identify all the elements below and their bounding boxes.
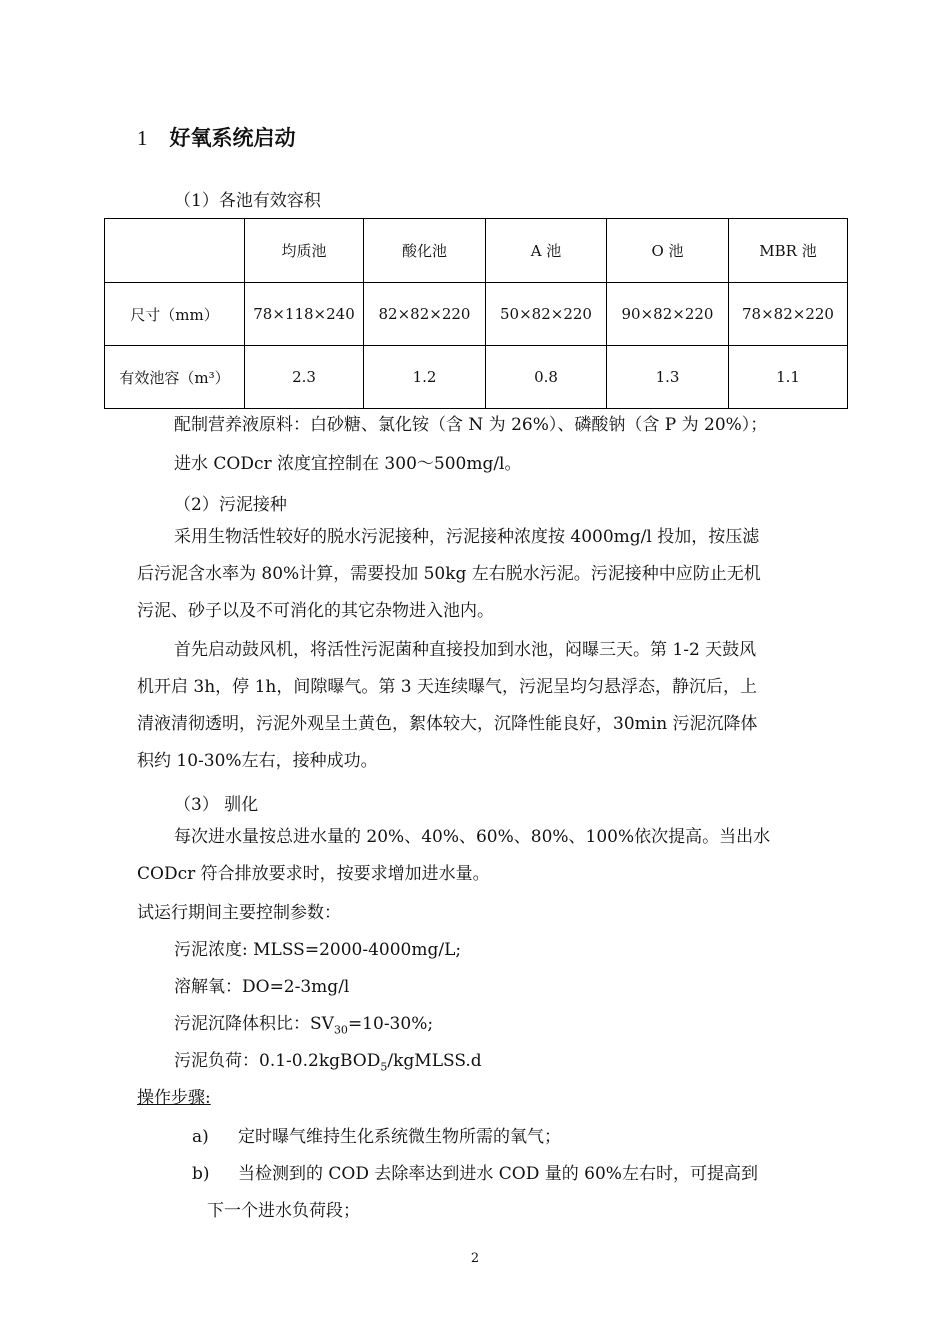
table-cell	[105, 219, 245, 283]
subheading-seeding: （2）污泥接种	[174, 495, 287, 515]
param-load-label: 污泥负荷：0.1-0.2kgBOD	[174, 1051, 381, 1071]
table-row	[105, 283, 848, 346]
param-sv-subscript: 30	[333, 1023, 348, 1037]
table-cell: 50×82×220	[486, 283, 607, 346]
step-text-continued: 下一个进水负荷段；	[207, 1201, 360, 1221]
param-load	[174, 1045, 482, 1083]
paragraph-nutrient: 配制营养液原料：白砂糖、氯化铵（含 N 为 26%）、磷酸钠（含 P 为 20%）；	[174, 415, 768, 435]
table-cell: 酸化池	[364, 219, 486, 283]
table-cell: 78×118×240	[245, 283, 364, 346]
table-header-row	[105, 219, 848, 283]
paragraph-line: 污泥、砂子以及不可消化的其它杂物进入池内。	[137, 601, 494, 621]
param-do: 溶解氧：DO=2-3mg/l	[174, 977, 350, 997]
table-cell: 1.1	[729, 346, 848, 409]
section-heading	[137, 122, 296, 152]
param-sv-value: =10-30%;	[347, 1014, 434, 1034]
param-load-value: /kgMLSS.d	[387, 1051, 482, 1071]
paragraph-line: 清液清彻透明，污泥外观呈土黄色，絮体较大，沉降性能良好，30min 污泥沉降体	[137, 714, 758, 734]
table-row	[105, 346, 848, 409]
section-number: 1	[137, 126, 148, 150]
params-title: 试运行期间主要控制参数：	[137, 903, 341, 923]
param-sv-label: 污泥沉降体积比：SV	[174, 1014, 334, 1034]
section-title: 好氧系统启动	[169, 126, 296, 150]
paragraph-line: CODcr 符合排放要求时，按要求增加进水量。	[137, 864, 490, 884]
param-sv	[174, 1008, 433, 1046]
param-mlss: 污泥浓度: MLSS=2000-4000mg/L;	[174, 940, 462, 960]
table-cell: 1.2	[364, 346, 486, 409]
paragraph-line: 首先启动鼓风机，将活性污泥菌种直接投加到水池，闷曝三天。第 1-2 天鼓风	[174, 640, 757, 660]
param-load-subscript: 5	[380, 1060, 388, 1074]
table-cell: A 池	[486, 219, 607, 283]
step-label: a)	[192, 1127, 209, 1147]
table-cell: 尺寸（mm）	[105, 283, 245, 346]
table-cell: 均质池	[245, 219, 364, 283]
table-cell: 2.3	[245, 346, 364, 409]
table-cell: 0.8	[486, 346, 607, 409]
table-cell: O 池	[607, 219, 729, 283]
step-text: 定时曝气维持生化系统微生物所需的氧气；	[238, 1127, 561, 1147]
paragraph-line: 机开启 3h，停 1h，间隙曝气。第 3 天连续曝气，污泥呈均匀悬浮态，静沉后，上	[137, 677, 757, 697]
steps-title: 操作步骤:	[137, 1088, 211, 1108]
paragraph-cod: 进水 CODcr 浓度宜控制在 300～500mg/l。	[174, 454, 522, 474]
paragraph-line: 后污泥含水率为 80%计算，需要投加 50kg 左右脱水污泥。污泥接种中应防止无机	[137, 564, 761, 584]
page-number: 2	[470, 1251, 480, 1266]
step-text: 当检测到的 COD 去除率达到进水 COD 量的 60%左右时，可提高到	[238, 1164, 758, 1184]
subheading-acclimation: （3） 驯化	[174, 795, 259, 815]
volume-table	[104, 218, 848, 409]
table-cell: MBR 池	[729, 219, 848, 283]
paragraph-line: 采用生物活性较好的脱水污泥接种，污泥接种浓度按 4000mg/l 投加，按压滤	[174, 527, 760, 547]
paragraph-line: 积约 10-30%左右，接种成功。	[137, 751, 378, 771]
table-cell: 78×82×220	[729, 283, 848, 346]
table-cell: 1.3	[607, 346, 729, 409]
subheading-volume: （1）各池有效容积	[174, 191, 321, 211]
table-cell: 有效池容（m³）	[105, 346, 245, 409]
table-cell: 90×82×220	[607, 283, 729, 346]
step-label: b)	[192, 1164, 210, 1184]
paragraph-line: 每次进水量按总进水量的 20%、40%、60%、80%、100%依次提高。当出水	[174, 827, 771, 847]
table-cell: 82×82×220	[364, 283, 486, 346]
